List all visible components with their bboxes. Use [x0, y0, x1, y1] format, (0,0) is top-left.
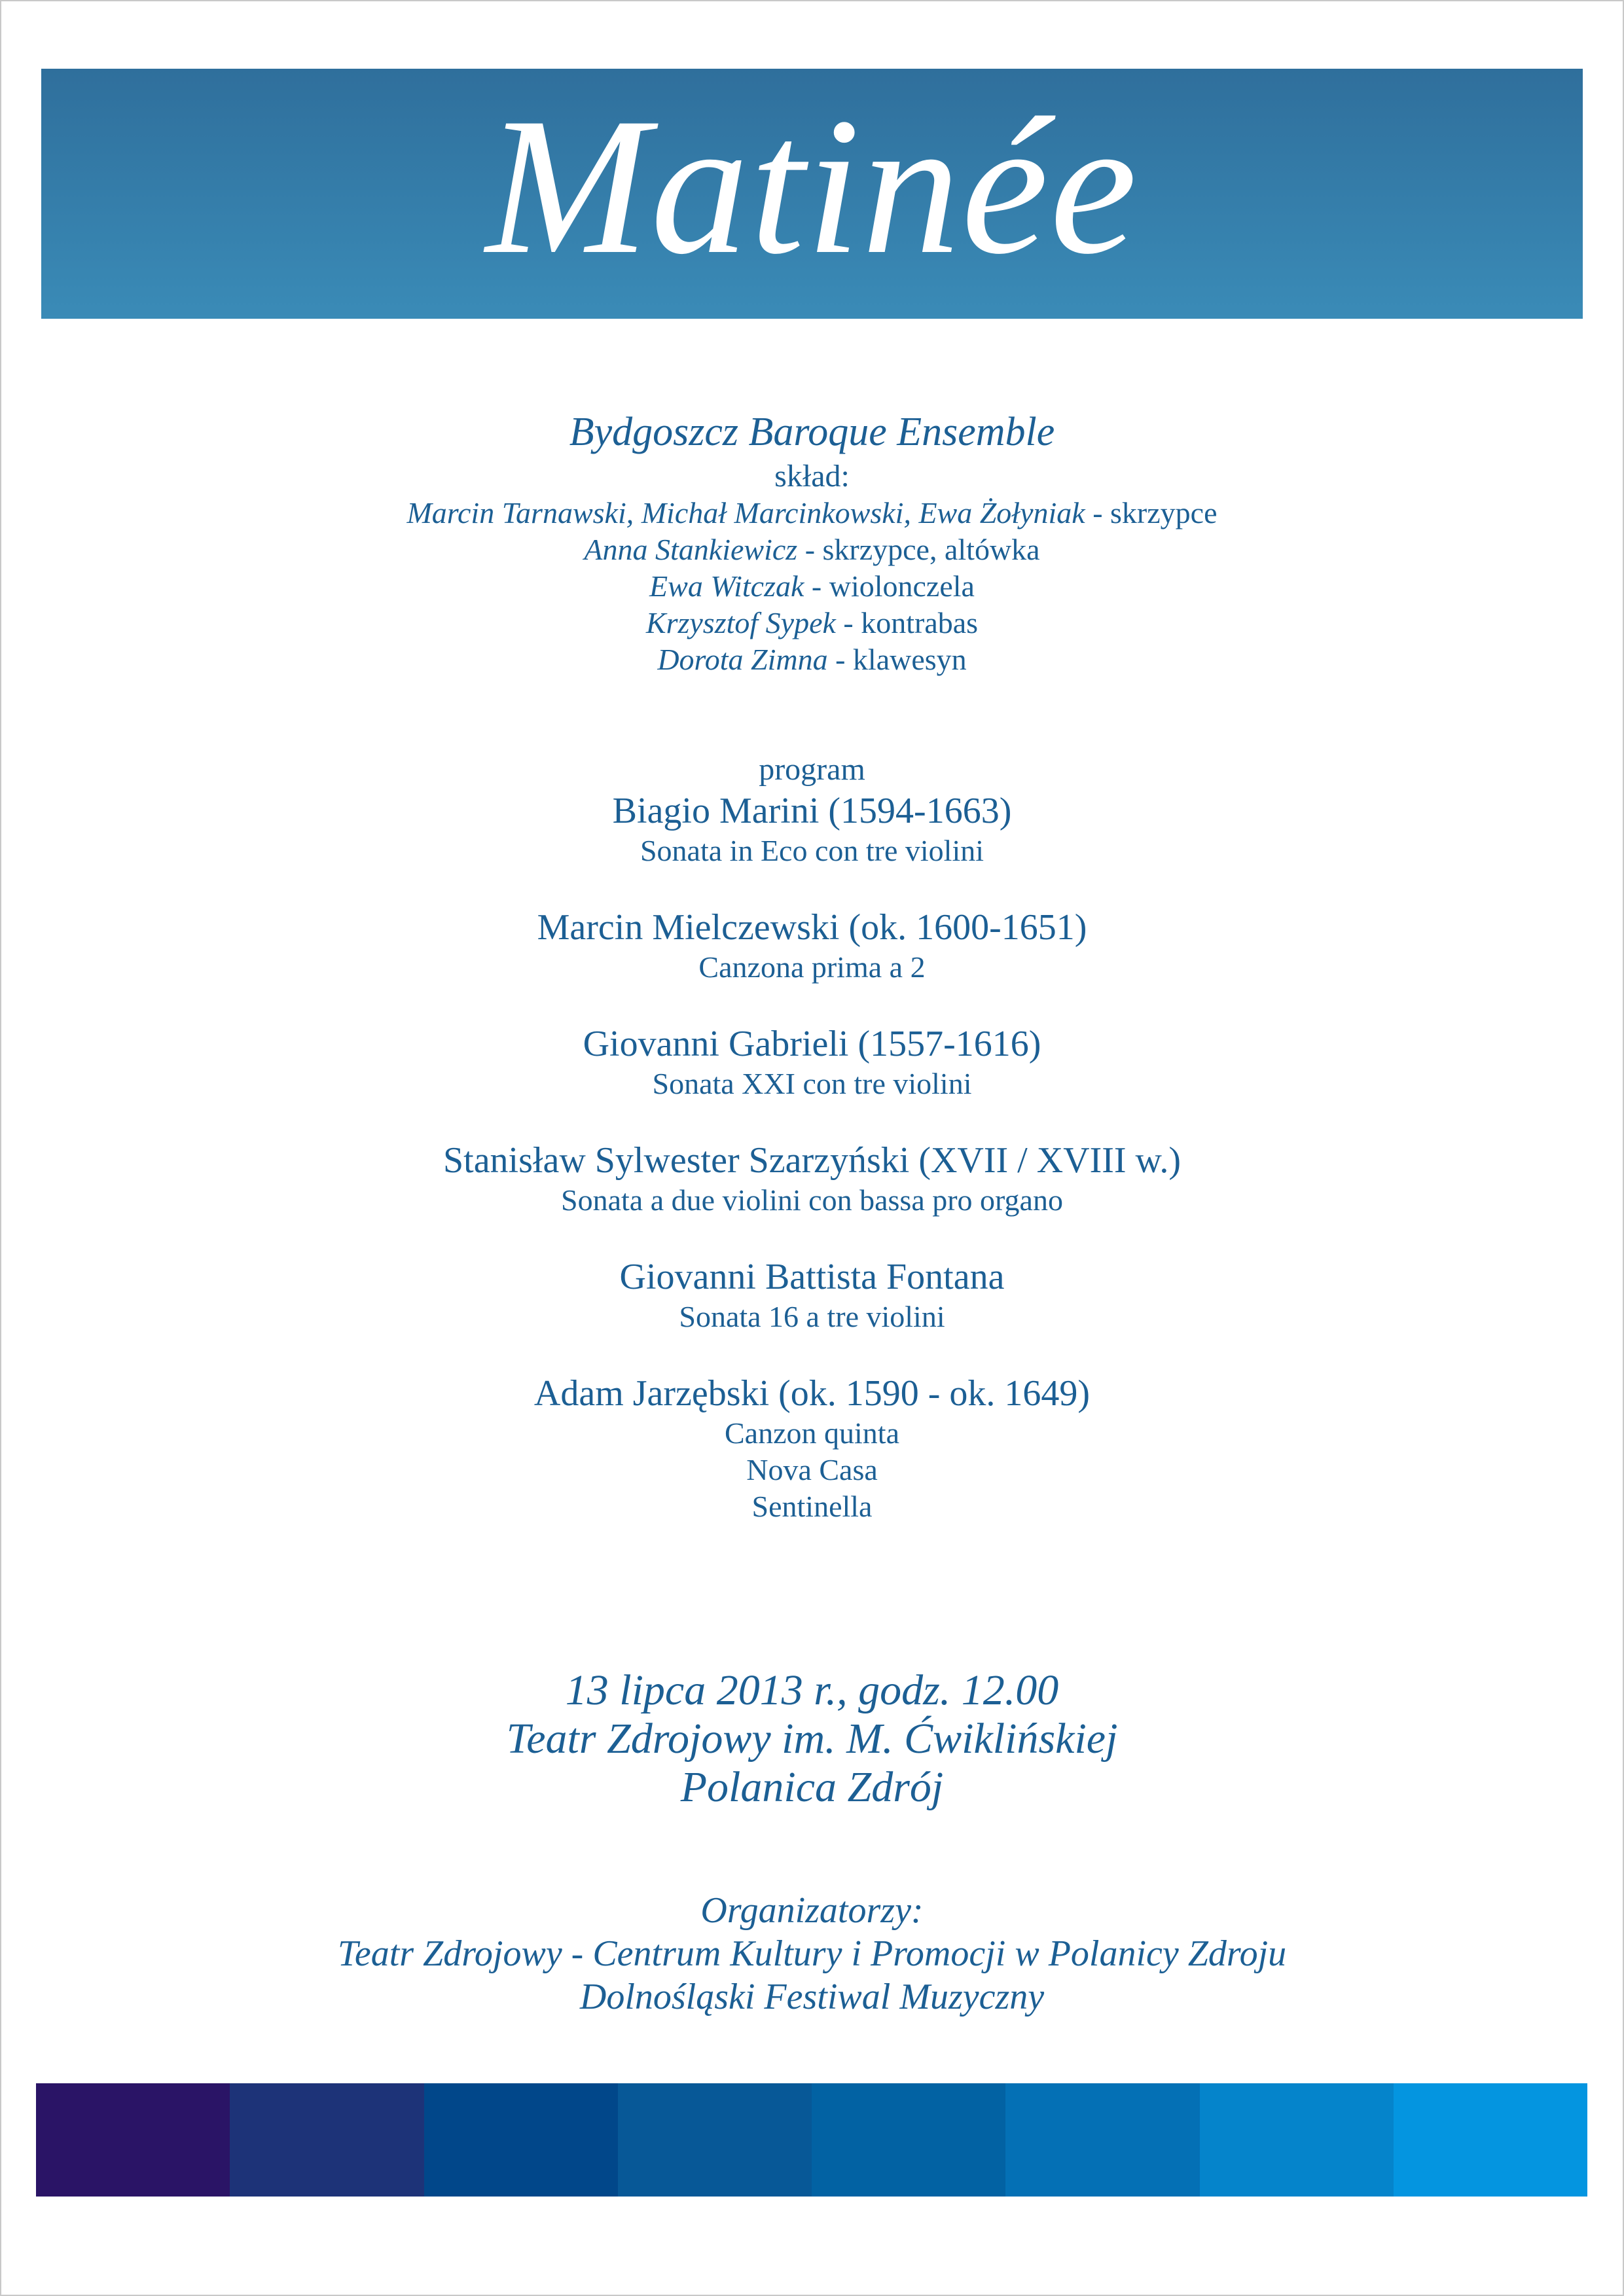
lineup-label: skład:: [774, 459, 850, 493]
work-title: Canzon quinta: [725, 1416, 899, 1450]
composer-name: Stanisław Sylwester Szarzyński (XVII / XVIII w.): [443, 1140, 1181, 1181]
color-swatch: [618, 2083, 812, 2197]
event-city: Polanica Zdrój: [680, 1763, 944, 1811]
work-title: Sonata XXI con tre violini: [652, 1067, 972, 1100]
composer-name: Marcin Mielczewski (ok. 1600-1651): [537, 907, 1087, 948]
member-line: [0, 495, 1624, 531]
program-label: program: [759, 752, 865, 787]
color-swatch: [1394, 2083, 1587, 2197]
event-date-time: 13 lipca 2013 r., godz. 12.00: [565, 1666, 1059, 1714]
member-names: Anna Stankiewicz: [584, 533, 798, 566]
organizers-label: Organizatorzy:: [700, 1890, 924, 1931]
work-title: Sonata in Eco con tre violini: [640, 834, 984, 867]
work-title: Canzona prima a 2: [698, 950, 926, 984]
work-title: Nova Casa: [746, 1453, 878, 1486]
member-line: [0, 641, 1624, 678]
color-swatch: [230, 2083, 424, 2197]
event-details: [0, 1666, 1624, 1812]
event-venue: Teatr Zdrojowy im. M. Ćwiklińskiej: [506, 1715, 1118, 1763]
program-item: [0, 789, 1624, 869]
program-item: [0, 1022, 1624, 1102]
program-list: [0, 789, 1624, 1525]
color-swatch: [424, 2083, 618, 2197]
member-list: [0, 495, 1624, 678]
composer-name: Adam Jarzębski (ok. 1590 - ok. 1649): [533, 1373, 1091, 1414]
composer-name: Giovanni Battista Fontana: [619, 1257, 1005, 1297]
poster-title: Matinée: [486, 77, 1138, 295]
color-swatch: [1200, 2083, 1394, 2197]
work-title: Sonata 16 a tre violini: [679, 1300, 945, 1333]
work-title: Sonata a due violini con bassa pro organo: [561, 1183, 1063, 1217]
color-swatch: [1005, 2083, 1199, 2197]
color-strip: [36, 2083, 1587, 2197]
composer-name: Giovanni Gabrieli (1557-1616): [583, 1024, 1041, 1064]
member-names: Dorota Zimna: [657, 643, 828, 676]
member-line: [0, 605, 1624, 641]
header-banner: [41, 69, 1583, 319]
composer-name: Biagio Marini (1594-1663): [612, 791, 1012, 831]
member-instrument: - kontrabas: [835, 606, 979, 639]
ensemble-name: Bydgoszcz Baroque Ensemble: [569, 410, 1055, 454]
member-names: Krzysztof Sypek: [645, 606, 836, 639]
color-swatch: [812, 2083, 1005, 2197]
organizers: [0, 1889, 1624, 2018]
work-title: Sentinella: [751, 1490, 873, 1523]
color-swatch: [36, 2083, 230, 2197]
program-item: [0, 906, 1624, 986]
member-instrument: - wiolonczela: [804, 569, 975, 603]
program-item: [0, 1372, 1624, 1525]
member-names: Ewa Witczak: [649, 569, 804, 603]
member-names: Marcin Tarnawski, Michał Marcinkowski, Ewa Żołyniak: [406, 496, 1085, 529]
poster-content: [0, 406, 1624, 1562]
organizer-name: Dolnośląski Festiwal Muzyczny: [579, 1977, 1045, 2017]
member-line: [0, 568, 1624, 605]
program-item: [0, 1139, 1624, 1219]
program-item: [0, 1255, 1624, 1335]
member-instrument: - skrzypce, altówka: [797, 533, 1040, 566]
member-line: [0, 531, 1624, 568]
member-instrument: - klawesyn: [827, 643, 967, 676]
organizer-name: Teatr Zdrojowy - Centrum Kultury i Promocji w Polanicy Zdroju: [337, 1933, 1287, 1974]
member-instrument: - skrzypce: [1085, 496, 1218, 529]
